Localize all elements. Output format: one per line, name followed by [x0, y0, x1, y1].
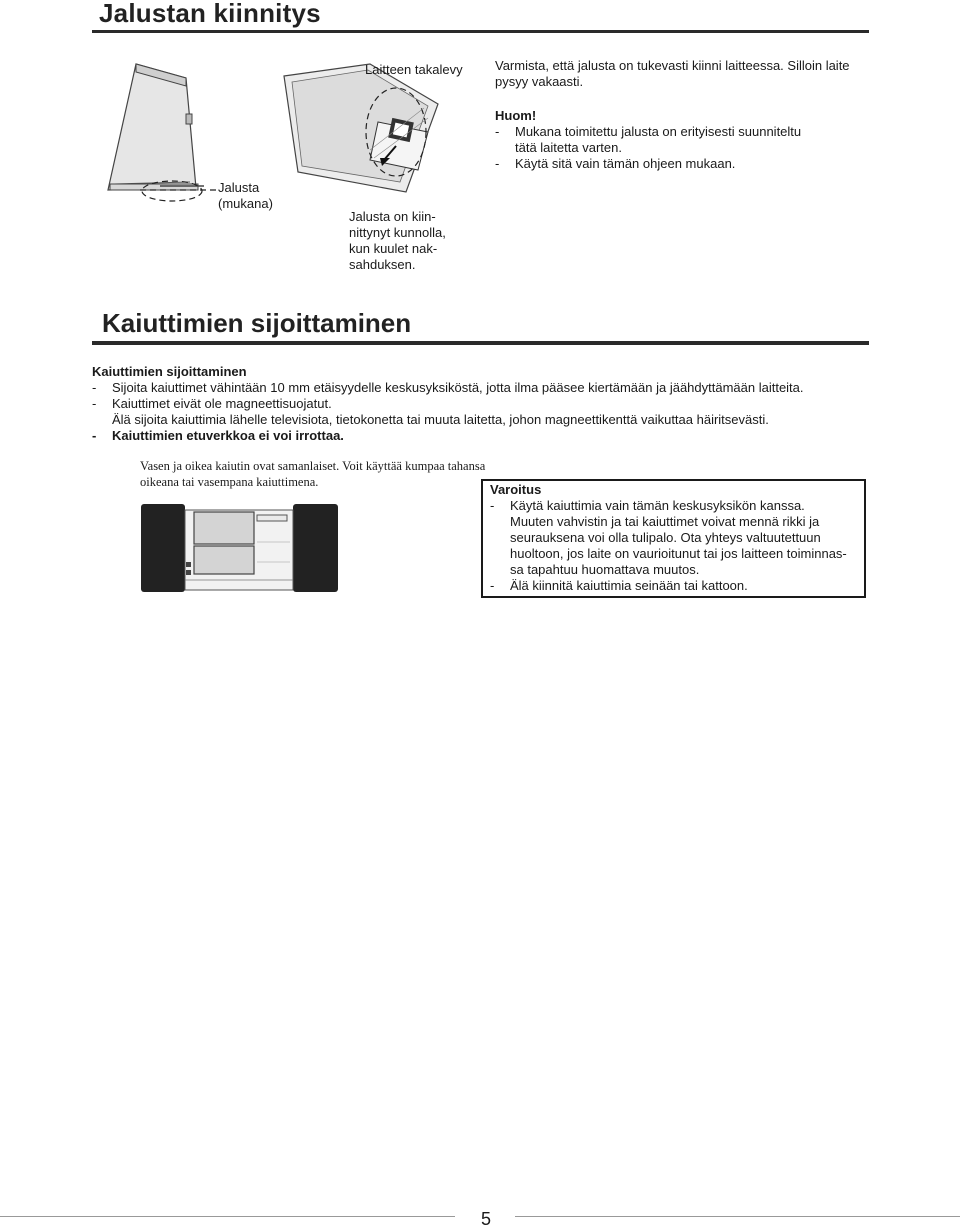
stand-instruction	[495, 58, 850, 90]
dash-mark: -	[490, 578, 495, 593]
footer-rule-right	[515, 1216, 960, 1217]
placement-item	[92, 396, 872, 412]
dash-mark: -	[92, 380, 97, 395]
warning-item	[490, 578, 868, 594]
note-line: Käytä sitä vain tämän ohjeen mukaan.	[515, 156, 736, 171]
dash-mark: -	[495, 124, 500, 139]
dash-mark: -	[495, 156, 500, 171]
footer-rule-left	[0, 1216, 455, 1217]
note-heading: Huom!	[495, 108, 537, 123]
warning-line: Älä kiinnitä kaiuttimia seinään tai kattoon.	[510, 578, 748, 593]
section-divider	[92, 30, 869, 33]
section-title-speakers: Kaiuttimien sijoittaminen	[102, 308, 412, 338]
warning-line: huoltoon, jos laite on vaurioitunut tai jos laitteen toiminnas-	[510, 546, 847, 561]
subheading: Kaiuttimien sijoittaminen	[92, 364, 247, 379]
instruction-line: Varmista, että jalusta on tukevasti kiinni laitteessa. Silloin laite	[495, 58, 850, 73]
attached-label-line: sahduksen.	[349, 257, 416, 272]
section-title-stand: Jalustan kiinnitys	[99, 0, 321, 28]
instruction-line: pysyy vakaasti.	[495, 74, 584, 89]
page-number: 5	[481, 1209, 492, 1229]
left-speaker	[141, 504, 185, 592]
dash-mark: -	[92, 428, 97, 443]
right-speaker	[293, 504, 338, 592]
note-line: Mukana toimitettu jalusta on erityisesti suunniteltu	[515, 124, 802, 139]
placement-item	[92, 380, 872, 396]
stand-label-line: Jalusta	[218, 180, 260, 195]
system-front-illustration	[140, 502, 340, 596]
speaker-caption	[140, 458, 485, 490]
warning-line: sa tapahtuu huomattava muutos.	[510, 562, 700, 577]
placement-text: Sijoita kaiuttimet vähintään 10 mm etäisyydelle keskusyksiköstä, jotta ilma pääsee kiertämään ja jäähdyttämään laitteita.	[112, 380, 804, 395]
note-item	[495, 124, 855, 156]
warning-line: Muuten vahvistin ja tai kaiuttimet voivat mennä rikki ja	[510, 514, 820, 529]
caption-line: oikeana tai vasempana kaiuttimena.	[140, 475, 319, 489]
placement-text: Kaiuttimet eivät ole magneettisuojatut.	[112, 396, 332, 411]
attached-label-line: Jalusta on kiin-	[349, 209, 436, 224]
back-panel-label: Laitteen takalevy	[365, 62, 463, 77]
placement-continuation: Älä sijoita kaiuttimia lähelle televisiota, tietokonetta tai muuta laitetta, johon magneettikenttä vaikuttaa häiritsevästi.	[112, 412, 769, 427]
stand-label-line: (mukana)	[218, 196, 273, 211]
back-panel-illustration	[278, 62, 448, 202]
speaker-placement-text	[92, 364, 872, 444]
placement-item-bold	[92, 428, 872, 444]
caption-line: Vasen ja oikea kaiutin ovat samanlaiset. Voit käyttää kumpaa tahansa	[140, 459, 486, 473]
warning-line: seurauksena voi olla tulipalo. Ota yhteys valtuutettuun	[510, 530, 821, 545]
section-divider	[92, 341, 869, 345]
warning-line: Käytä kaiuttimia vain tämän keskusyksikön kanssa.	[510, 498, 805, 513]
note-line: tätä laitetta varten.	[515, 140, 622, 155]
warning-content	[490, 482, 868, 594]
stand-label	[218, 180, 273, 212]
placement-text: Kaiuttimien etuverkkoa ei voi irrottaa.	[112, 428, 344, 443]
warning-item	[490, 498, 868, 578]
note-item	[495, 156, 855, 172]
warning-heading: Varoitus	[490, 482, 542, 497]
attached-label-line: kun kuulet nak-	[349, 241, 438, 256]
attached-label-line: nittynyt kunnolla,	[349, 225, 446, 240]
note-block	[495, 108, 855, 172]
dash-mark: -	[92, 396, 97, 411]
stand-leader-line	[140, 178, 220, 198]
dash-mark: -	[490, 498, 495, 513]
attached-label	[349, 209, 446, 273]
